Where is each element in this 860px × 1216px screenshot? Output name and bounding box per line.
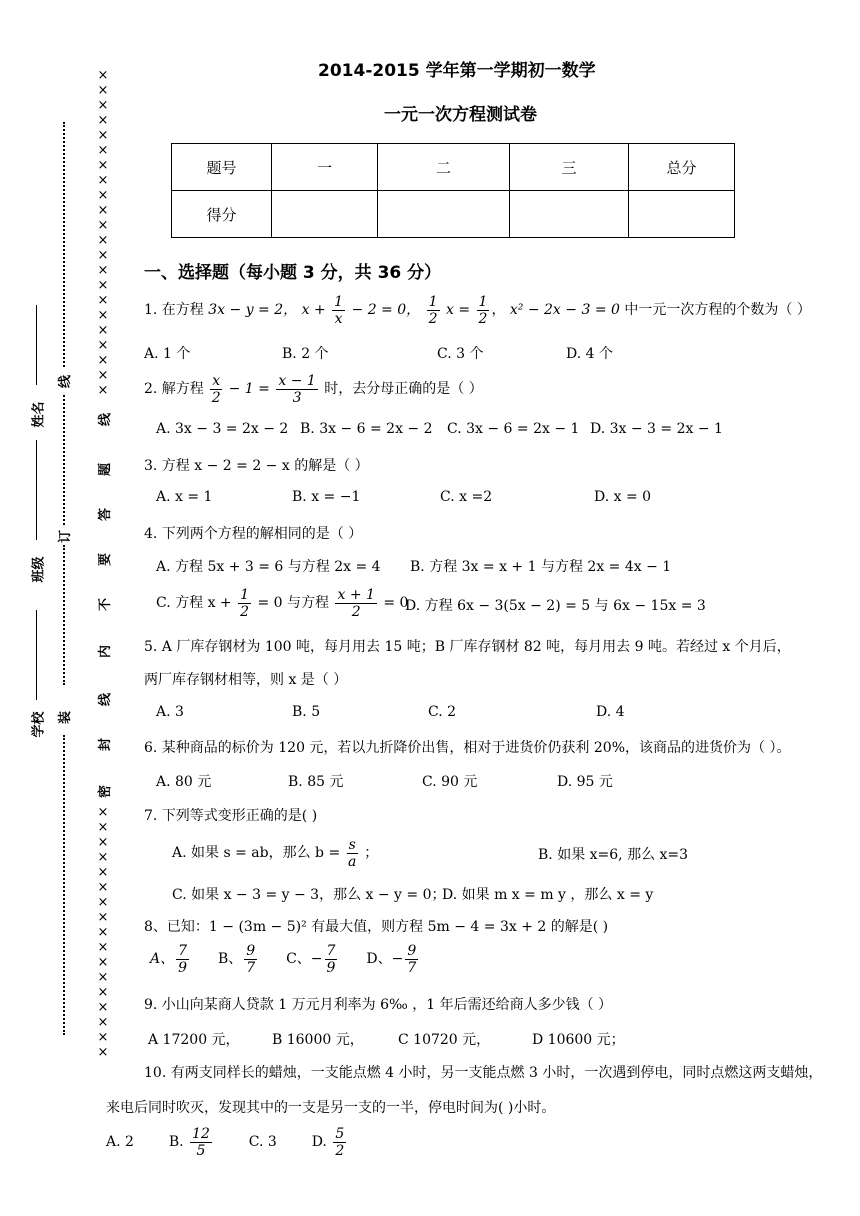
q8-option-d[interactable]: D、− $\frac{9}{7}$ bbox=[366, 942, 417, 976]
q5-option-d[interactable]: D. 4 bbox=[596, 704, 625, 720]
q2-frac-1: $\frac{x}{2}$ bbox=[211, 372, 221, 406]
q4-frac-2: $\frac{x + 1}{2}$ bbox=[337, 586, 375, 620]
q6-option-c[interactable]: C. 90 元 bbox=[422, 774, 478, 790]
binding-text-need: 要 bbox=[98, 552, 114, 567]
q9-option-a[interactable]: A 17200 元， bbox=[148, 1032, 240, 1048]
score-header-label: 题号 bbox=[172, 144, 272, 191]
q10-option-a[interactable]: A. 2 bbox=[106, 1134, 134, 1150]
q3-option-d[interactable]: D. x = 0 bbox=[594, 489, 652, 505]
binding-text-line2: 线 bbox=[98, 692, 114, 707]
question-5-line-2: 两厂库存钢材相等，则 x 是（ ） bbox=[144, 672, 348, 688]
binding-dotted-line-lower bbox=[63, 545, 65, 685]
q10-option-b[interactable]: B. $\frac{12}{5}$ bbox=[168, 1125, 210, 1159]
q4-frac-1: $\frac{1}{2}$ bbox=[240, 586, 250, 620]
q1-eq4: x² − 2x − 3 = 0 bbox=[509, 302, 620, 318]
binding-dotted-line-bottom bbox=[63, 735, 65, 1035]
field-school-line bbox=[36, 610, 37, 700]
section-title: 一、选择题（每小题 3 分，共 36 分） bbox=[144, 263, 442, 283]
q4-option-a[interactable]: A. 方程 5x + 3 = 6 与方程 2x = 4 bbox=[156, 559, 381, 575]
question-5-line-1: 5. A 厂库存钢材为 100 吨，每月用去 15 吨；B 厂库存钢材 82 吨，每月用去 9 吨。若经过 x 个月后， bbox=[144, 639, 791, 655]
question-1: 1. 在方程 3x − y = 2， x + $\frac{1}{x}$ − 2 = 0， $\frac{1}{2}$ x = $\frac{1}{2}$ ， x² − 2x − 3 = 0 中一元一次方程的个数为（ ） bbox=[144, 293, 811, 327]
q7-option-a[interactable]: A. 如果 s = ab，那么 b = $\frac{s}{a}$ ； bbox=[172, 836, 379, 870]
q1-option-b[interactable]: B. 2 个 bbox=[282, 346, 329, 362]
binding-dotted-line-upper bbox=[63, 122, 65, 367]
q1-frac-2: $\frac{1}{2}$ bbox=[428, 293, 438, 327]
score-header-2: 二 bbox=[378, 144, 510, 191]
question-3: 3. 方程 x − 2 = 2 − x 的解是（ ） bbox=[144, 458, 369, 474]
q2-text: 2. 解方程 bbox=[144, 381, 204, 397]
q8-option-a[interactable]: A、 $\frac{7}{9}$ bbox=[150, 942, 188, 976]
q1-frac-1: $\frac{1}{x}$ bbox=[334, 293, 344, 327]
q6-option-a[interactable]: A. 80 元 bbox=[156, 774, 212, 790]
q9-option-c[interactable]: C 10720 元， bbox=[398, 1032, 491, 1048]
score-table bbox=[171, 143, 735, 238]
q1-eq1: 3x − y = 2， bbox=[208, 302, 298, 318]
score-header-total: 总分 bbox=[629, 144, 735, 191]
score-header-1: 一 bbox=[272, 144, 378, 191]
score-cell-1[interactable] bbox=[272, 191, 378, 238]
q2-mid: 时，去分母正确的是（ ） bbox=[324, 381, 483, 397]
q5-option-c[interactable]: C. 2 bbox=[428, 704, 457, 720]
binding-text-secret: 密 bbox=[98, 784, 114, 799]
field-name-label: 姓名 bbox=[31, 401, 47, 428]
q2-frac-2: $\frac{x - 1}{3}$ bbox=[278, 372, 316, 406]
question-10-line-1: 10. 有两支同样长的蜡烛，一支能点燃 4 小时，另一支能点燃 3 小时，一次遇到停电，同时点燃这两支蜡烛， bbox=[144, 1065, 823, 1081]
q10-options bbox=[106, 1122, 348, 1162]
q1-option-d[interactable]: D. 4 个 bbox=[566, 346, 613, 362]
question-10-line-2: 来电后同时吹灭，发现其中的一支是另一支的一半，停电时间为( )小时。 bbox=[106, 1100, 556, 1116]
question-4: 4. 下列两个方程的解相同的是（ ） bbox=[144, 526, 363, 542]
q8-options bbox=[150, 942, 420, 976]
binding-label-line: 线 bbox=[58, 374, 74, 389]
q5-option-b[interactable]: B. 5 bbox=[292, 704, 321, 720]
q1-eq3: x = bbox=[445, 302, 471, 318]
q5-option-a[interactable]: A. 3 bbox=[156, 704, 184, 720]
q9-option-d[interactable]: D 10600 元； bbox=[532, 1032, 625, 1048]
q8-option-b[interactable]: B、 $\frac{9}{7}$ bbox=[217, 942, 256, 976]
q7-option-b[interactable]: B. 如果 x=6, 那么 x=3 bbox=[538, 847, 689, 863]
binding-text-not: 不 bbox=[98, 597, 114, 612]
binding-text-answer: 答 bbox=[98, 507, 114, 522]
field-class-line bbox=[36, 440, 37, 540]
q9-option-b[interactable]: B 16000 元， bbox=[272, 1032, 364, 1048]
binding-x-marks-top: ×××××××××××××××××××××× bbox=[97, 68, 109, 398]
question-9: 9. 小山向某商人贷款 1 万元月利率为 6‰ ，1 年后需还给商人多少钱（ ） bbox=[144, 997, 613, 1013]
question-6: 6. 某种商品的标价为 120 元，若以九折降价出售，相对于进货价仍获利 20%，该商品的进货价为（ ）。 bbox=[144, 740, 791, 756]
binding-text-inside: 内 bbox=[98, 644, 114, 659]
binding-dotted-line-middle bbox=[63, 395, 65, 525]
q7-option-c[interactable]: C. 如果 x − 3 = y − 3，那么 x − y = 0； bbox=[172, 887, 446, 903]
question-2 bbox=[144, 372, 483, 406]
binding-text-seal: 封 bbox=[98, 737, 114, 752]
q1-frac-3: $\frac{1}{2}$ bbox=[478, 293, 488, 327]
page-title: 2014-2015 学年第一学期初一数学 bbox=[318, 61, 596, 81]
score-cell-3[interactable] bbox=[510, 191, 629, 238]
q3-option-b[interactable]: B. x = −1 bbox=[292, 489, 361, 505]
score-row-label: 得分 bbox=[172, 191, 272, 238]
page-subtitle: 一元一次方程测试卷 bbox=[384, 105, 537, 125]
field-name-line bbox=[36, 305, 37, 385]
q2-eq: − 1 = bbox=[228, 381, 270, 397]
question-8: 8、已知：1 − (3m − 5)² 有最大值，则方程 5m − 4 = 3x + 2 的解是( ) bbox=[144, 919, 609, 935]
q4-option-c[interactable]: C. 方程 x + $\frac{1}{2}$ = 0 与方程 $\frac{x + 1}{2}$ = 0 bbox=[156, 586, 409, 620]
binding-label-bind: 装 bbox=[58, 710, 74, 725]
q2-option-a[interactable]: A. 3x − 3 = 2x − 2 bbox=[156, 421, 289, 437]
score-header-3: 三 bbox=[510, 144, 629, 191]
score-cell-total[interactable] bbox=[629, 191, 735, 238]
score-cell-2[interactable] bbox=[378, 191, 510, 238]
q2-option-b[interactable]: B. 3x − 6 = 2x − 2 bbox=[300, 421, 433, 437]
q1-eq2b: − 2 = 0， bbox=[351, 302, 421, 318]
q1-eq2a: x + bbox=[301, 302, 326, 318]
q4-option-d[interactable]: D. 方程 6x − 3(5x − 2) = 5 与 6x − 15x = 3 bbox=[405, 598, 706, 614]
q10-option-d[interactable]: D. $\frac{5}{2}$ bbox=[311, 1125, 345, 1159]
q6-option-d[interactable]: D. 95 元 bbox=[557, 774, 613, 790]
q10-option-c[interactable]: C. 3 bbox=[248, 1134, 277, 1150]
q3-option-c[interactable]: C. x =2 bbox=[440, 489, 493, 505]
field-school-label: 学校 bbox=[31, 711, 47, 738]
q2-option-c[interactable]: C. 3x − 6 = 2x − 1 bbox=[447, 421, 580, 437]
binding-label-staple: 订 bbox=[58, 529, 74, 544]
q1-text: 1. 在方程 bbox=[144, 302, 204, 318]
q1-mid: 中一元一次方程的个数为（ ） bbox=[624, 302, 811, 318]
q1-option-c[interactable]: C. 3 个 bbox=[437, 346, 484, 362]
binding-x-marks-bottom: ××××××××××××××××× bbox=[97, 805, 109, 1060]
q4-option-b[interactable]: B. 方程 3x = x + 1 与方程 2x = 4x − 1 bbox=[410, 559, 672, 575]
q1-option-a[interactable]: A. 1 个 bbox=[144, 346, 191, 362]
field-class-label: 班级 bbox=[31, 556, 47, 583]
q2-option-d[interactable]: D. 3x − 3 = 2x − 1 bbox=[590, 421, 723, 437]
q8-option-c[interactable]: C、− $\frac{7}{9}$ bbox=[286, 942, 336, 976]
binding-text-question: 题 bbox=[98, 462, 114, 477]
binding-text-line: 线 bbox=[98, 412, 114, 427]
q7-frac: $\frac{s}{a}$ bbox=[348, 836, 357, 870]
q3-option-a[interactable]: A. x = 1 bbox=[156, 489, 213, 505]
q7-option-d[interactable]: D. 如果 m x = m y ，那么 x = y bbox=[442, 887, 654, 903]
q6-option-b[interactable]: B. 85 元 bbox=[288, 774, 344, 790]
question-7: 7. 下列等式变形正确的是( ) bbox=[144, 808, 318, 824]
